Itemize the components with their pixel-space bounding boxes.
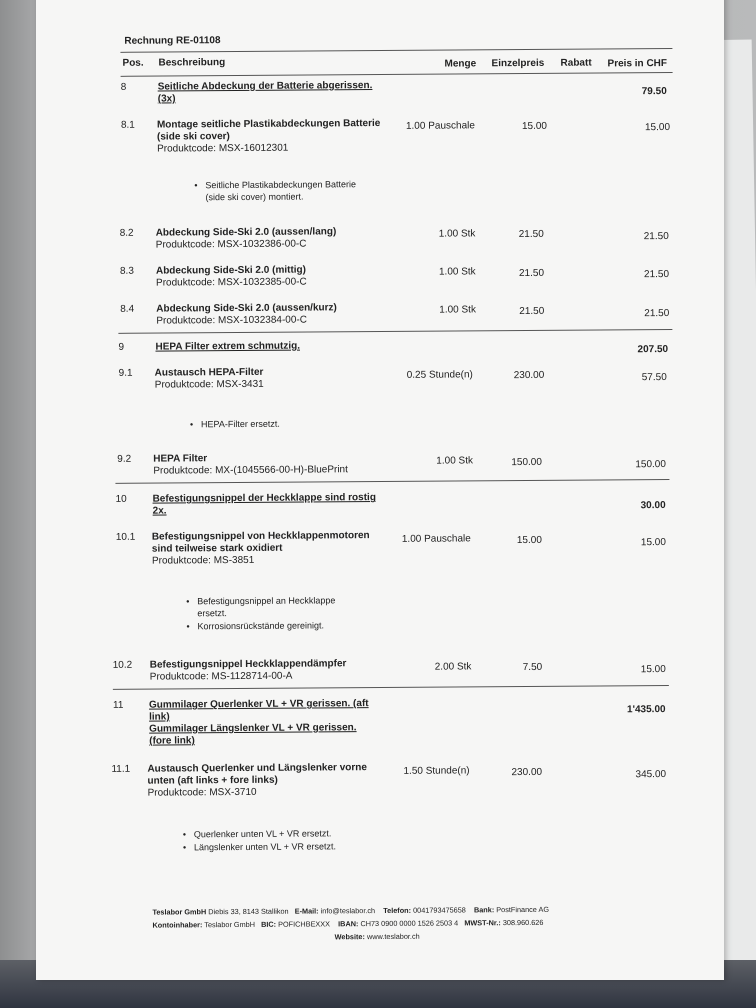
item-note: • Korrosionsrückstände gereinigt. xyxy=(197,620,324,631)
group-pos: 9 xyxy=(118,341,125,353)
invoice-title: Rechnung RE-01108 xyxy=(124,35,221,47)
divider xyxy=(121,72,673,77)
divider xyxy=(118,329,672,334)
divider xyxy=(120,48,672,53)
item-qty: 2.00 Stk xyxy=(434,661,472,673)
group-pos: 11 xyxy=(112,699,124,711)
col-header-price: Preis in CHF xyxy=(607,57,668,70)
item-description: Austausch HEPA-Filter Produktcode: MSX-3431 xyxy=(154,366,264,391)
invoice-page xyxy=(36,0,724,980)
item-price: 15.00 xyxy=(640,664,666,676)
item-note: • Befestigungsnippel an Heckklappe ersetzt. xyxy=(197,594,335,619)
item-description: Befestigungsnippel von Heckklappenmotoren sind teilweise stark oxidiert Produktcode: MS-3851 xyxy=(151,530,370,567)
website-link[interactable]: www.teslabor.ch xyxy=(366,931,420,942)
col-header-qty: Menge xyxy=(444,58,477,70)
item-description: Austausch Querlenker und Längslenker vorne unten (aft links + fore links) Produktcode: MSX-3710 xyxy=(147,762,367,799)
item-unit-price: 21.50 xyxy=(518,267,545,280)
item-price: 15.00 xyxy=(644,121,671,134)
col-header-pos: Pos. xyxy=(122,57,144,69)
item-unit-price: 15.00 xyxy=(521,120,548,133)
item-price: 57.50 xyxy=(641,372,667,384)
item-unit-price: 230.00 xyxy=(513,369,545,382)
group-total: 30.00 xyxy=(640,500,666,512)
group-total: 207.50 xyxy=(637,343,669,356)
item-qty: 1.00 Stk xyxy=(439,304,476,316)
item-note: • Seitliche Plastikabdeckungen Batterie (side ski cover) montiert. xyxy=(205,178,356,203)
col-header-desc: Beschreibung xyxy=(158,57,226,69)
item-pos: 8.2 xyxy=(119,227,134,239)
item-pos: 10.2 xyxy=(112,659,133,671)
item-unit-price: 21.50 xyxy=(519,305,545,318)
group-title: Befestigungsnippel der Heckklappe sind rostig 2x. xyxy=(152,492,376,517)
item-unit-price: 150.00 xyxy=(511,456,542,469)
item-unit-price: 7.50 xyxy=(522,661,543,674)
footer-line-3: Website: www.teslabor.ch xyxy=(334,931,420,942)
group-title: Gummilager Querlenker VL + VR gerissen. (aft link) Gummilager Längslenker VL + VR gerissen. (fore link) xyxy=(148,698,369,747)
item-pos: 9.1 xyxy=(118,367,133,379)
item-pos: 11.1 xyxy=(111,763,131,775)
item-price: 150.00 xyxy=(635,459,666,471)
item-unit-price: 21.50 xyxy=(518,228,544,241)
group-pos: 10 xyxy=(115,493,127,505)
divider xyxy=(113,685,669,690)
group-pos: 8 xyxy=(120,81,127,93)
item-description: Abdeckung Side-Ski 2.0 (mittig) Produktcode: MSX-1032385-00-C xyxy=(155,264,307,289)
item-pos: 9.2 xyxy=(117,453,132,465)
col-header-discount: Rabatt xyxy=(560,57,592,69)
item-description: Montage seitliche Plastikabdeckungen Batterie (side ski cover) Produktcode: MSX-16012301 xyxy=(156,118,381,155)
item-note: • Längslenker unten VL + VR ersetzt. xyxy=(194,841,336,852)
item-unit-price: 230.00 xyxy=(511,766,543,779)
col-header-unit: Einzelpreis xyxy=(491,57,545,70)
item-description: Abdeckung Side-Ski 2.0 (aussen/lang) Produktcode: MSX-1032386-00-C xyxy=(155,226,337,251)
item-price: 21.50 xyxy=(643,230,669,243)
item-pos: 8.4 xyxy=(120,303,135,315)
group-title: HEPA Filter extrem schmutzig. xyxy=(155,340,301,353)
group-title: Seitliche Abdeckung der Batterie abgerissen. (3x) xyxy=(157,80,373,105)
item-pos: 10.1 xyxy=(115,531,136,543)
item-qty: 1.50 Stunde(n) xyxy=(403,765,470,777)
item-pos: 8.1 xyxy=(120,119,135,131)
footer-line-1: Teslabor GmbH Diebis 33, 8143 Stallikon E-Mail: info@teslabor.ch Telefon: 0041793475658 Bank: PostFinance AG xyxy=(152,904,550,917)
item-pos: 8.3 xyxy=(119,265,134,277)
item-note: • HEPA-Filter ersetzt. xyxy=(201,419,280,430)
item-description: HEPA Filter Produktcode: MX-(1045566-00-H)-BluePrint xyxy=(153,453,348,477)
item-qty: 1.00 Pauschale xyxy=(401,533,471,545)
item-description: Befestigungsnippel Heckklappendämpfer Produktcode: MS-1128714-00-A xyxy=(149,658,347,683)
item-price: 345.00 xyxy=(635,769,667,781)
item-qty: 1.00 Stk xyxy=(438,228,476,240)
item-qty: 0.25 Stunde(n) xyxy=(406,369,473,381)
item-price: 21.50 xyxy=(643,268,670,281)
divider xyxy=(115,479,669,484)
item-price: 21.50 xyxy=(644,307,670,320)
item-qty: 1.00 Stk xyxy=(436,455,474,467)
footer-line-2: Kontoinhaber: Teslabor GmbH BIC: POFICHBEXXX IBAN: CH73 0900 0000 1526 2503 4 MWST-Nr.: 308.960.626 xyxy=(152,917,544,930)
item-description: Abdeckung Side-Ski 2.0 (aussen/kurz) Produktcode: MSX-1032384-00-C xyxy=(156,302,337,327)
item-note: • Querlenker unten VL + VR ersetzt. xyxy=(194,828,332,839)
group-total: 1'435.00 xyxy=(626,704,666,716)
invoice-content xyxy=(36,0,731,982)
item-qty: 1.00 Stk xyxy=(438,266,476,278)
item-qty: 1.00 Pauschale xyxy=(405,120,475,132)
item-price: 15.00 xyxy=(640,537,666,549)
group-total: 79.50 xyxy=(641,86,667,98)
item-unit-price: 15.00 xyxy=(516,534,542,547)
